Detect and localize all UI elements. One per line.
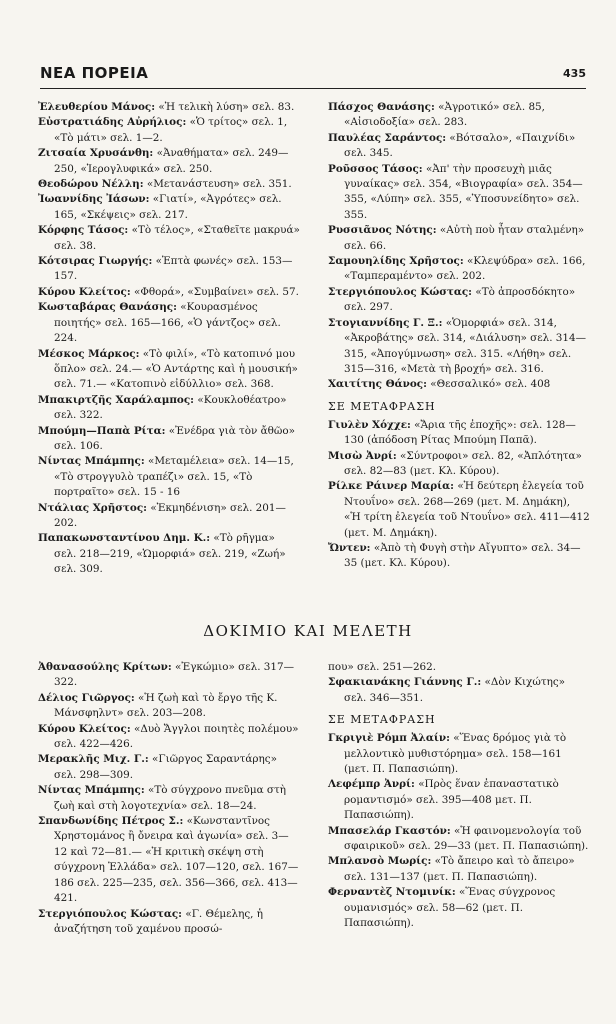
entry-author: Σαμουηλίδης Χρῆστος: <box>328 255 464 268</box>
entry-works: «Ἡ δεύτερη ἐλεγεία τοῦ Ντουΐνο» σελ. 268—269 (μετ. Μ. Δημάκη), «Ἡ τρίτη ἐλεγεία τοῦ Ντουΐνο» σελ. 411—412 (μετ. Μ. Δημάκη). <box>344 480 590 539</box>
bibliography-entry <box>328 660 590 675</box>
entry-author: Μπούμη—Παπὰ Ρίτα: <box>38 424 166 437</box>
bibliography-entry <box>38 501 300 532</box>
bibliography-entry <box>38 814 300 906</box>
entry-works: «Βότσαλο», «Παιχνίδι» σελ. 345. <box>344 131 576 160</box>
entry-works: «Φθορά», «Συμβαίνει» σελ. 57. <box>130 285 299 298</box>
entry-author: Γκριγιὲ Ρόμπ Ἀλαίν: <box>328 732 450 745</box>
bibliography-entry <box>328 131 590 162</box>
entry-works: «Δὸν Κιχώτης» σελ. 346—351. <box>344 676 565 704</box>
entry-works: «Μεταμέλεια» σελ. 14—15, «Τὸ στρογγυλὸ τραπέζι» σελ. 15, «Τὸ πορτραῖτο» σελ. 15 - 16 <box>54 455 294 499</box>
entry-author: Ἐλευθερίου Μάνος: <box>38 101 156 113</box>
entry-author: Μπασελάρ Γκαστόν: <box>328 824 451 837</box>
entry-works: «Τὸ ἄπειρο καὶ τὸ ἄπειρο» σελ. 131—137 (μετ. Π. Παπασιώπη). <box>344 855 575 883</box>
entry-works: «Τὸ φιλί», «Τὸ κατοπινό μου ὅπλο» σελ. 24.— «Ὁ Αντάρτης καὶ ἡ μουσική» σελ. 71.— «Κατοπινὸ εἰδύλλιο» σελ. 368. <box>54 347 298 391</box>
entry-author: Μέσκος Μάρκος: <box>38 347 140 360</box>
entry-author: Φερναντὲζ Ντομινίκ: <box>328 886 456 899</box>
bibliography-entry <box>38 100 300 115</box>
entry-author: Στογιαννίδης Γ. Ξ.: <box>328 316 443 329</box>
entry-author: Γιυλὲν Χόχχε: <box>328 418 411 431</box>
entry-works: «Κλεψύδρα» σελ. 166, «Ταμπεραμέντο» σελ. 202. <box>344 255 586 283</box>
entry-works: «Ἀγροτικό» σελ. 85, «Αἰσιοδοξία» σελ. 283. <box>344 101 545 129</box>
bibliography-entry <box>38 347 300 393</box>
bibliography-entry <box>38 454 300 500</box>
entry-works: «Κουρασμένος ποιητής» σελ. 165—166, «Ὁ γάντζος» σελ. 224. <box>54 301 281 345</box>
bibliography-entry <box>38 752 300 783</box>
entry-works: «Γιῶργος Σαραντάρης» σελ. 298—309. <box>54 753 277 781</box>
section2-left-column <box>38 660 300 937</box>
bibliography-entry <box>328 824 590 855</box>
bibliography-entry <box>38 531 300 577</box>
bibliography-entry <box>328 418 590 449</box>
entry-works: «Ἕνας σύγχρονος ουμανισμός» σελ. 58—62 (μετ. Π. Παπασιώπη). <box>344 886 556 930</box>
entry-author: Δέλιος Γιῶργος: <box>38 691 135 704</box>
entry-works: «Αὐτὴ ποὺ ἦταν σταλμένη» σελ. 66. <box>344 224 585 252</box>
entry-works: «Ἄρια τῆς ἐποχῆς»: σελ. 128—130 (ἀπόδοση Ρίτας Μπούμη Παπᾶ). <box>344 418 576 447</box>
entry-works: «Ἐκμηδένιση» σελ. 201—202. <box>54 501 286 529</box>
bibliography-entry <box>328 449 590 480</box>
journal-title: ΝΕΑ ΠΟΡΕΙΑ <box>40 64 149 82</box>
entry-author: Σπανδωνίδης Πέτρος Σ.: <box>38 815 184 828</box>
bibliography-entry <box>38 285 300 300</box>
bibliography-entry <box>38 393 300 424</box>
entry-author: Κύρου Κλείτος: <box>38 285 131 298</box>
entry-works: «Ἀναθήματα» σελ. 249—250, «Ἱερογλυφικά» σελ. 250. <box>54 147 289 175</box>
entry-author: Μερακλῆς Μιχ. Γ.: <box>38 753 149 766</box>
entry-author: Νίντας Μπάμπης: <box>38 784 145 797</box>
entry-author: Μπλανσὸ Μωρίς: <box>328 855 432 868</box>
entry-author: Παπακωνσταντίνου Δημ. Κ.: <box>38 532 211 545</box>
entry-author: Κόρφης Τάσος: <box>38 224 129 237</box>
bibliography-entry <box>38 691 300 722</box>
entry-author: Ντάλιας Χρῆστος: <box>38 501 148 514</box>
translation-heading-2: ΣΕ ΜΕΤΑΦΡΑΣΗ <box>328 713 436 727</box>
entry-author: Νίντας Μπάμπης: <box>38 455 145 468</box>
entry-works: «Ἀπὸ τὴ Φυγὴ στὴν Αἴγυπτο» σελ. 34—35 (μετ. Κλ. Κύρου). <box>344 541 581 570</box>
translation-heading: ΣΕ ΜΕΤΑΦΡΑΣΗ <box>328 399 436 413</box>
entry-works: «Σύντροφοι» σελ. 82, «Ἀπλότητα» σελ. 82—83 (μετ. Κλ. Κύρου). <box>344 449 582 477</box>
section2-right-column <box>328 660 590 932</box>
entry-works: «Γ. Θέμελης, ἡ ἀναζήτηση τοῦ χαμένου προσώ- <box>54 907 264 935</box>
entry-works: «Δυὸ Ἄγγλοι ποιητὲς πολέμου» σελ. 422—426. <box>54 722 299 751</box>
entry-works: «Ἐνέδρα γιὰ τὸν ἄθῶο» σελ. 106. <box>54 424 295 452</box>
bibliography-entry <box>38 192 300 223</box>
entry-works: «Ἡ τελικὴ λύση» σελ. 83. <box>155 101 295 113</box>
bibliography-entry <box>328 731 590 777</box>
entry-author: Κότσιρας Γιωργής: <box>38 255 153 268</box>
entry-works: «Ἐγκώμιο» σελ. 317—322. <box>54 661 295 689</box>
bibliography-entry <box>328 885 590 931</box>
bibliography-entry <box>38 424 300 455</box>
bibliography-entry <box>328 254 590 285</box>
entry-author: Χαιτίτης Θάνος: <box>328 378 427 391</box>
bibliography-entry <box>328 223 590 254</box>
entry-works: «Τὸ τέλος», «Σταθεῖτε μακρυά» σελ. 38. <box>54 224 300 252</box>
bibliography-entry <box>328 777 590 823</box>
bibliography-entry <box>38 660 300 691</box>
entry-author: Κύρου Κλείτος: <box>38 722 131 735</box>
entry-works: «Κωνσταντῖνος Χρηστομάνος ἢ ὄνειρα καὶ ἀγωνία» σελ. 3—12 καὶ 72—81.— «Ἡ κριτικὴ σκέψη στὴ σύγχρονη Ἑλλάδα» σελ. 107—120, σελ. 167—186 σελ. 225—235, σελ. 356—366, σελ. 413—421. <box>54 815 299 905</box>
bibliography-entry <box>38 783 300 814</box>
entry-works: «Ἡ φαινομενολογία τοῦ σφαιρικοῦ» σελ. 29—33 (μετ. Π. Παπασιώπη). <box>344 824 589 853</box>
entry-author: Ρίλκε Ράινερ Μαρία: <box>328 480 455 493</box>
entry-author: Ἰωαννίδης Ἰάσων: <box>38 193 150 206</box>
bibliography-entry <box>328 316 590 378</box>
entry-works: «Ἑπτὰ φωνές» σελ. 153—157. <box>54 255 293 283</box>
bibliography-entry <box>328 162 590 224</box>
bibliography-entry <box>38 722 300 753</box>
entry-author: Ὤντεν: <box>328 541 371 554</box>
entry-author: Λεφέμπρ Ἀνρί: <box>328 778 415 791</box>
bibliography-entry <box>328 285 590 316</box>
section1-right-column <box>328 100 590 572</box>
entry-author: Θεοδώρου Νέλλη: <box>38 178 144 191</box>
bibliography-entry <box>38 115 300 146</box>
entry-works: «Γιατί», «Ἀγρότες» σελ. 165, «Σκέψεις» σελ. 217. <box>54 193 282 221</box>
essay-section-heading: ΔΟΚΙΜΙΟ ΚΑΙ ΜΕΛΕΤΗ <box>203 622 413 640</box>
bibliography-entry <box>38 254 300 285</box>
entry-works: «Τὸ ἀπροσδόκητο» σελ. 297. <box>344 285 576 314</box>
entry-works: «Μετανάστευση» σελ. 351. <box>143 178 292 191</box>
entry-author: Ροῦσσος Τάσος: <box>328 162 423 175</box>
bibliography-entry <box>38 146 300 177</box>
bibliography-entry <box>328 854 590 885</box>
bibliography-entry <box>328 100 590 131</box>
bibliography-entry <box>38 177 300 192</box>
entry-works: «Τὸ ρῆγμα» σελ. 218—219, «Ὡμορφιά» σελ. 219, «Ζωή» σελ. 309. <box>54 532 286 576</box>
entry-works: «Πρὸς ἕναν ἐπαναστατικὸ ρομαντισμό» σελ. 395—408 μετ. Π. Παπασιώπη). <box>344 778 559 822</box>
entry-works: «Ὁ τρίτος» σελ. 1, «Τὸ μάτι» σελ. 1—2. <box>54 116 288 144</box>
running-header <box>40 62 586 89</box>
entry-works: «Ἕνας δρόμος γιὰ τὸ μελλοντικὸ μυθιστόρημα» σελ. 158—161 (μετ. Π. Παπασιώπη). <box>344 732 567 776</box>
bibliography-entry <box>38 907 300 938</box>
entry-author: Παυλέας Σαράντος: <box>328 131 447 144</box>
bibliography-entry <box>38 300 300 346</box>
entry-author: Στεργιόπουλος Κώστας: <box>38 907 183 920</box>
entry-author: Εὐστρατιάδης Αὐρήλιος: <box>38 116 187 129</box>
section1-left-column <box>38 100 300 578</box>
entry-works: «Θεσσαλικό» σελ. 408 <box>426 378 551 391</box>
entry-works: «Τὸ σύγχρονο πνεῦμα στὴ ζωὴ καὶ στὴ λογοτεχνία» σελ. 18—24. <box>54 784 286 812</box>
entry-author: Μισὼ Ἀνρί: <box>328 449 397 462</box>
entry-works: που» σελ. 251—262. <box>328 661 437 673</box>
entry-works: «Ἡ ζωὴ καὶ τὸ ἔργο τῆς Κ. Μάνσφηλντ» σελ. 203—208. <box>54 691 278 720</box>
entry-author: Μπακιρτζῆς Χαράλαμπος: <box>38 393 195 406</box>
bibliography-entry <box>328 479 590 541</box>
bibliography-entry <box>328 541 590 572</box>
entry-works: «Ὁμορφιά» σελ. 314, «Ἀκροβάτης» σελ. 314, «Διάλυση» σελ. 314—315, «Ἀπογύμνωση» σελ. 315. «Λήθη» σελ. 315—316, «Μετὰ τὴ βροχή» σελ. 316. <box>344 316 587 375</box>
entry-author: Ζιτσαία Χρυσάνθη: <box>38 147 154 160</box>
entry-author: Πάσχος Θανάσης: <box>328 101 435 113</box>
entry-author: Ρυσσιᾶνος Νότης: <box>328 224 437 237</box>
bibliography-entry <box>328 377 590 392</box>
entry-author: Σφακιανάκης Γιάννης Γ.: <box>328 676 482 689</box>
bibliography-entry <box>328 675 590 706</box>
entry-works: «Κουκλοθέατρο» σελ. 322. <box>54 393 287 422</box>
entry-author: Κωσταβάρας Θανάσης: <box>38 301 177 314</box>
entry-author: Στεργιόπουλος Κώστας: <box>328 285 473 298</box>
entry-author: Ἀθανασούλης Κρίτων: <box>38 661 172 673</box>
bibliography-entry <box>38 223 300 254</box>
entry-works: «Ἀπ' τὴν προσευχὴ μιᾶς γυναίκας» σελ. 354, «Βιογραφία» σελ. 354—355, «Λύπη» σελ. 355, «Ὑποσυνείδητο» σελ. 355. <box>344 162 583 221</box>
page-number: 435 <box>563 67 586 80</box>
